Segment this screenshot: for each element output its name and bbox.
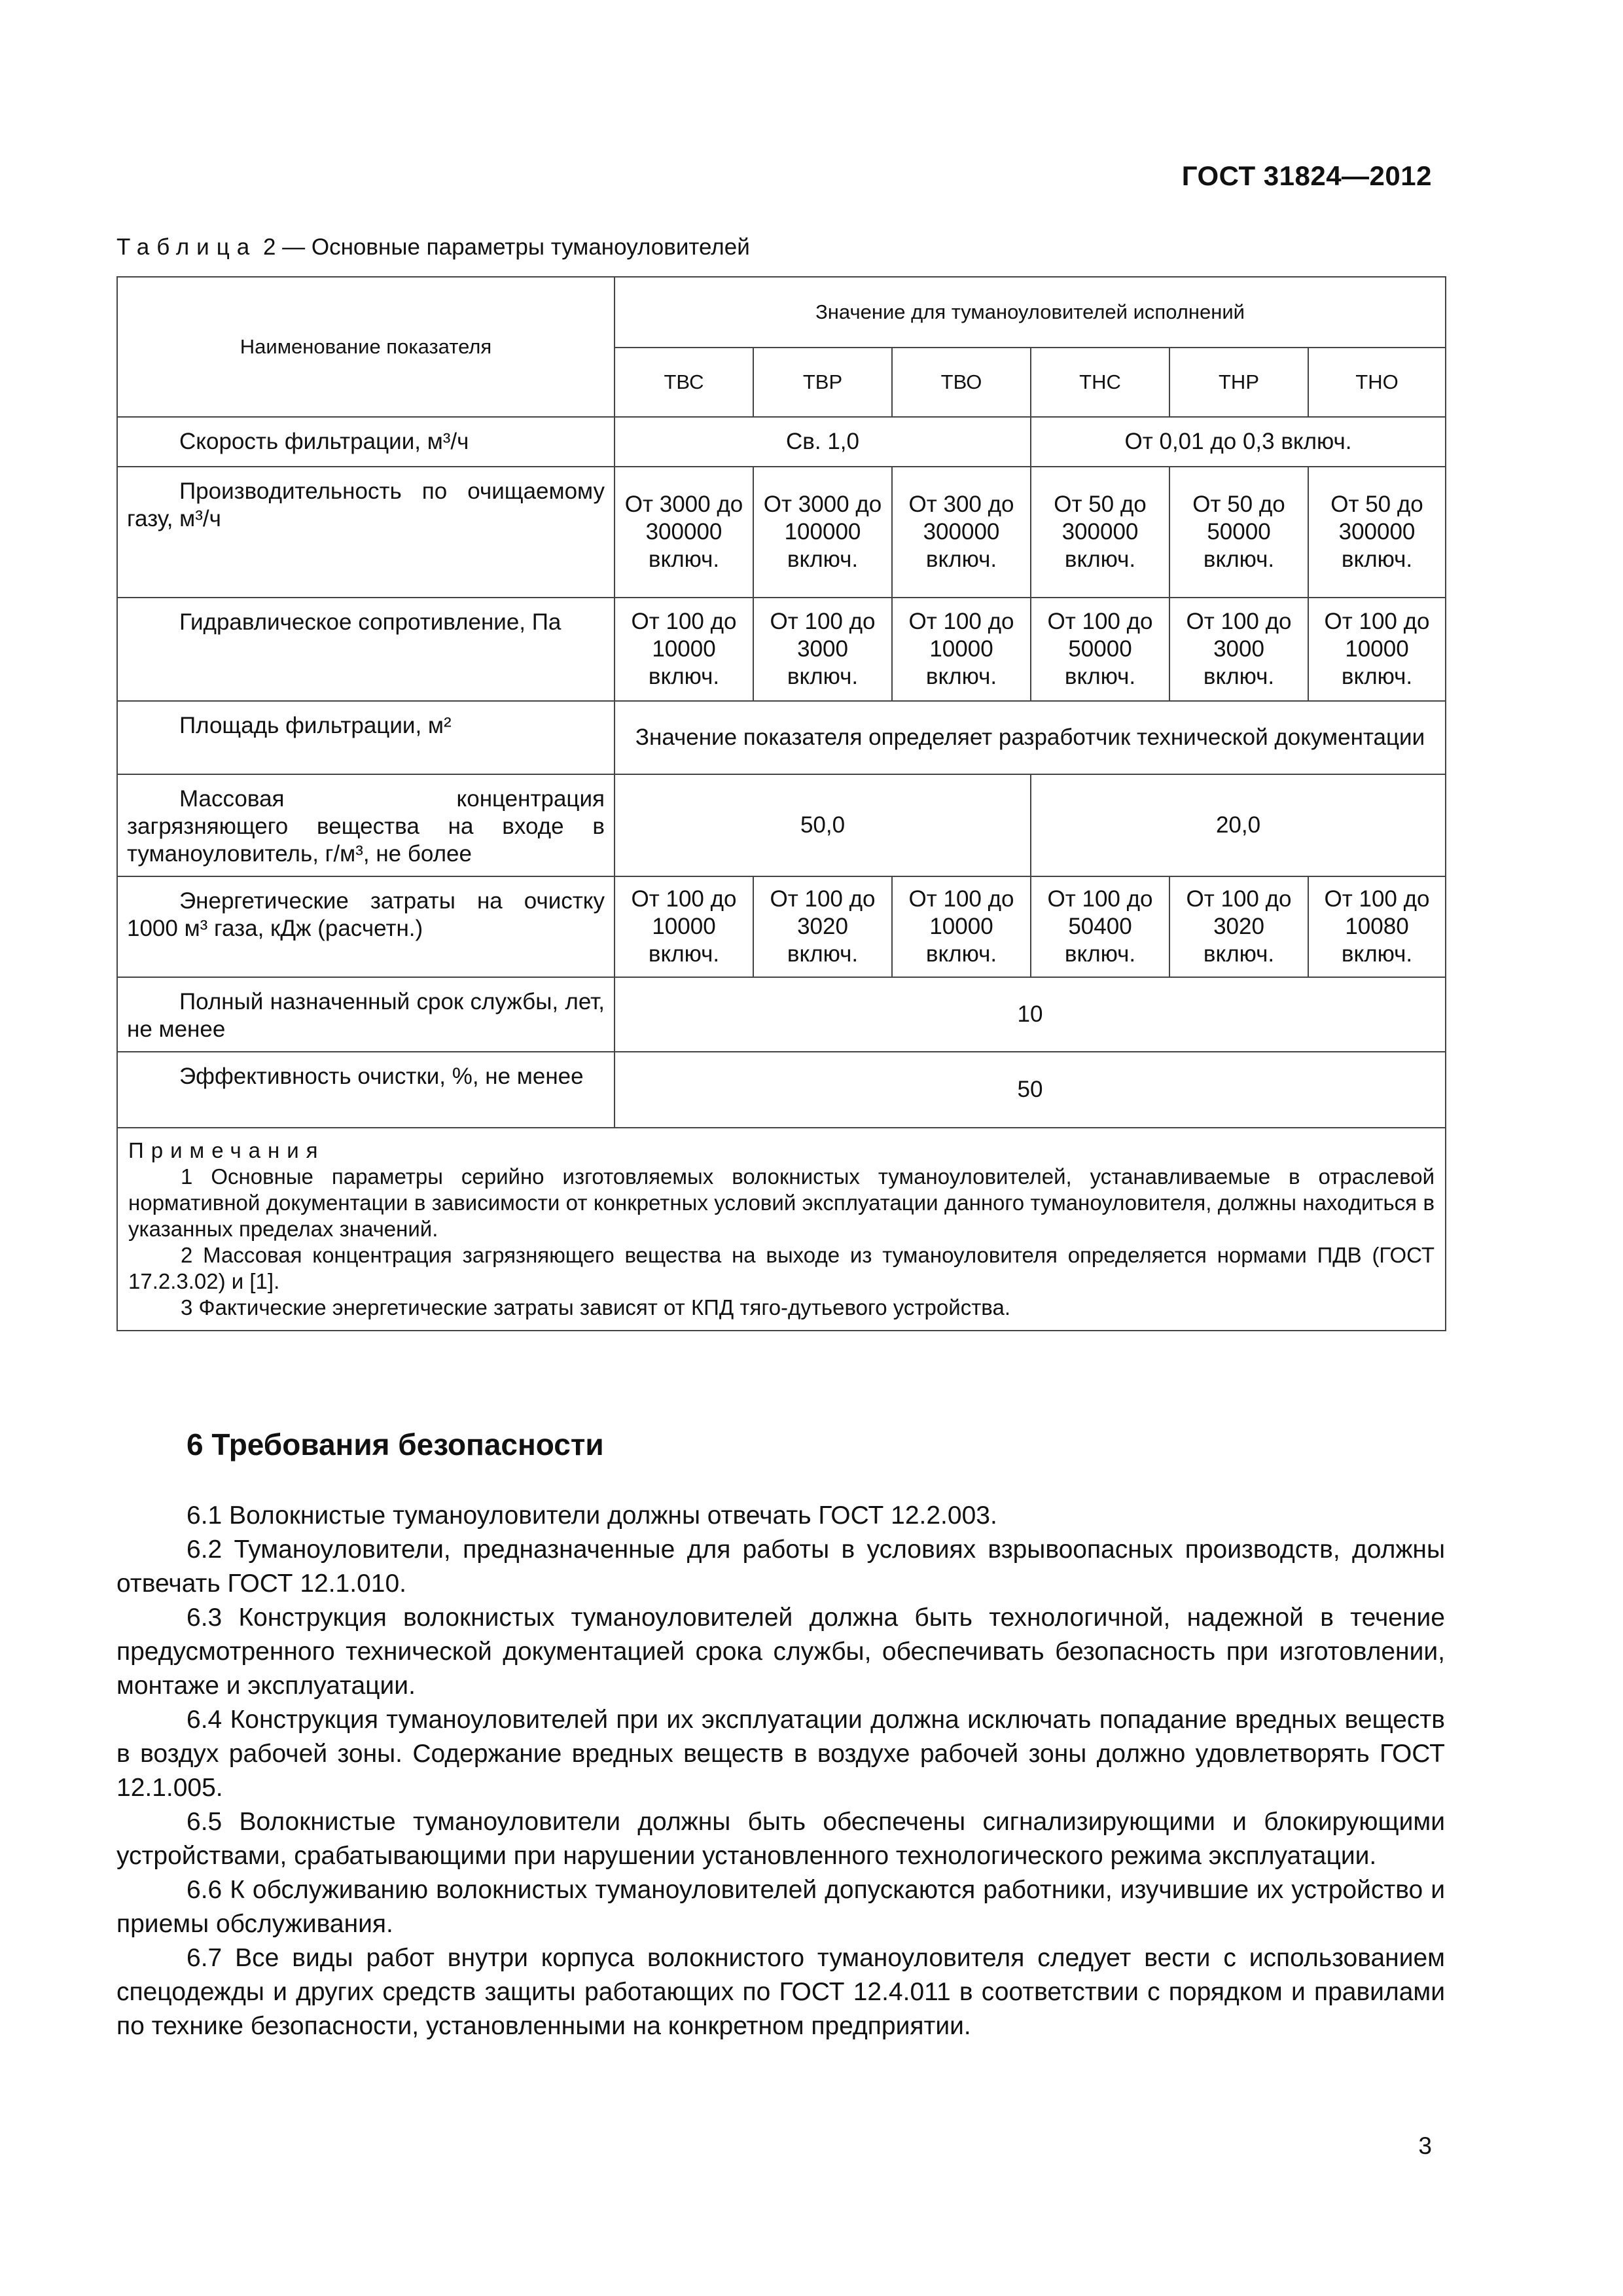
row-value: Значение показателя определяет разработчик технической документации — [615, 701, 1446, 774]
header-col-tvr: ТВР — [753, 348, 892, 417]
table-row — [117, 1052, 1446, 1128]
paragraph: 6.3 Конструкция волокнистых туманоуловителей должна быть технологичной, надежной в течение предусмотренного технической документацией срока службы, обеспечивать безопасность при изготовлении, монтаже и эксплуатации. — [116, 1604, 1445, 1700]
table-notes — [117, 1128, 1446, 1331]
row-value: От 300 до 300000 включ. — [892, 467, 1031, 598]
row-name: Массовая концентрация загрязняющего вещества на входе в туманоуловитель, г/м³, не более — [117, 774, 615, 876]
row-value: 20,0 — [1031, 774, 1446, 876]
row-value: От 50 до 300000 включ. — [1308, 467, 1446, 598]
row-value: От 100 до 50000 включ. — [1031, 598, 1169, 701]
table-row — [117, 598, 1446, 701]
row-value: Св. 1,0 — [615, 417, 1031, 467]
notes-title: Примечания — [128, 1138, 325, 1162]
paragraph: 6.7 Все виды работ внутри корпуса волокнистого туманоуловителя следует вести с использованием спецодежды и других средств защиты работающих по ГОСТ 12.4.011 в соответствии с порядком и правилами по технике безопасности, установленными на конкретном предприятии. — [116, 1944, 1445, 2040]
row-name: Площадь фильтрации, м² — [117, 701, 615, 774]
table-row — [117, 417, 1446, 467]
parameters-table — [116, 276, 1446, 1331]
row-value: От 100 до 10000 включ. — [1308, 598, 1446, 701]
table-caption — [116, 234, 750, 260]
section-title: 6 Требования безопасности — [187, 1427, 604, 1462]
table-caption-text: 2 — Основные параметры туманоуловителей — [257, 234, 750, 260]
row-name: Гидравлическое сопротивление, Па — [117, 598, 615, 701]
header-col-tvo: ТВО — [892, 348, 1031, 417]
table-header-row — [117, 277, 1446, 348]
row-value: 50,0 — [615, 774, 1031, 876]
row-value: От 100 до 10080 включ. — [1308, 876, 1446, 977]
row-name: Полный назначенный срок службы, лет, не менее — [117, 977, 615, 1052]
table-row — [117, 701, 1446, 774]
row-value: От 50 до 300000 включ. — [1031, 467, 1169, 598]
note-item: 2 Массовая концентрация загрязняющего вещества на выходе из туманоуловителя определяется нормами ПДВ (ГОСТ 17.2.3.02) и [1]. — [128, 1243, 1435, 1293]
row-value: От 100 до 10000 включ. — [615, 598, 753, 701]
row-value: 10 — [615, 977, 1446, 1052]
header-name-column: Наименование показателя — [117, 277, 615, 417]
note-item: 1 Основные параметры серийно изготовляемых волокнистых туманоуловителей, устанавливаемые в отраслевой нормативной документации в зависимости от конкретных условий эксплуатации данного туманоуловителя, должны находиться в указанных пределах значений. — [128, 1164, 1435, 1241]
row-value: От 100 до 3000 включ. — [753, 598, 892, 701]
row-value: От 50 до 50000 включ. — [1169, 467, 1308, 598]
header-col-tno: ТНО — [1308, 348, 1446, 417]
row-value: 50 — [615, 1052, 1446, 1128]
header-col-tnr: ТНР — [1169, 348, 1308, 417]
paragraph: 6.1 Волокнистые туманоуловители должны отвечать ГОСТ 12.2.003. — [187, 1501, 997, 1530]
document-code: ГОСТ 31824—2012 — [1181, 160, 1432, 191]
paragraph: 6.2 Туманоуловители, предназначенные для работы в условиях взрывоопасных производств, должны отвечать ГОСТ 12.1.010. — [116, 1535, 1445, 1598]
paragraph: 6.6 К обслуживанию волокнистых туманоуловителей допускаются работники, изучившие их устройство и приемы обслуживания. — [116, 1876, 1445, 1938]
row-value: От 3000 до 300000 включ. — [615, 467, 753, 598]
row-value: От 0,01 до 0,3 включ. — [1031, 417, 1446, 467]
row-name: Скорость фильтрации, м³/ч — [117, 417, 615, 467]
header-col-tvs: ТВС — [615, 348, 753, 417]
row-value: От 100 до 10000 включ. — [892, 598, 1031, 701]
note-item: 3 Фактические энергетические затраты зависят от КПД тяго-дутьевого устройства. — [181, 1295, 1010, 1319]
row-value: От 100 до 50400 включ. — [1031, 876, 1169, 977]
row-value: От 100 до 3020 включ. — [753, 876, 892, 977]
row-value: От 100 до 3020 включ. — [1169, 876, 1308, 977]
table-row — [117, 467, 1446, 598]
row-value: От 100 до 10000 включ. — [892, 876, 1031, 977]
section-body — [116, 1499, 1445, 2043]
header-group: Значение для туманоуловителей исполнений — [615, 277, 1446, 348]
paragraph: 6.4 Конструкция туманоуловителей при их эксплуатации должна исключать попадание вредных веществ в воздух рабочей зоны. Содержание вредных веществ в воздухе рабочей зоны должно удовлетворять ГОСТ 12.1.005. — [116, 1706, 1445, 1802]
row-value: От 3000 до 100000 включ. — [753, 467, 892, 598]
header-col-tns: ТНС — [1031, 348, 1169, 417]
table-caption-word: Таблица — [116, 234, 257, 260]
page-number: 3 — [1418, 2132, 1432, 2159]
table-row — [117, 774, 1446, 876]
row-name: Энергетические затраты на очистку 1000 м³ газа, кДж (расчетн.) — [117, 876, 615, 977]
table-row — [117, 876, 1446, 977]
row-name: Производительность по очищаемому газу, м³/ч — [117, 467, 615, 598]
table-row — [117, 977, 1446, 1052]
paragraph: 6.5 Волокнистые туманоуловители должны быть обеспечены сигнализирующими и блокирующими устройствами, срабатывающими при нарушении установленного технологического режима эксплуатации. — [116, 1808, 1445, 1870]
table-notes-row — [117, 1128, 1446, 1331]
row-value: От 100 до 3000 включ. — [1169, 598, 1308, 701]
row-value: От 100 до 10000 включ. — [615, 876, 753, 977]
row-name: Эффективность очистки, %, не менее — [117, 1052, 615, 1128]
